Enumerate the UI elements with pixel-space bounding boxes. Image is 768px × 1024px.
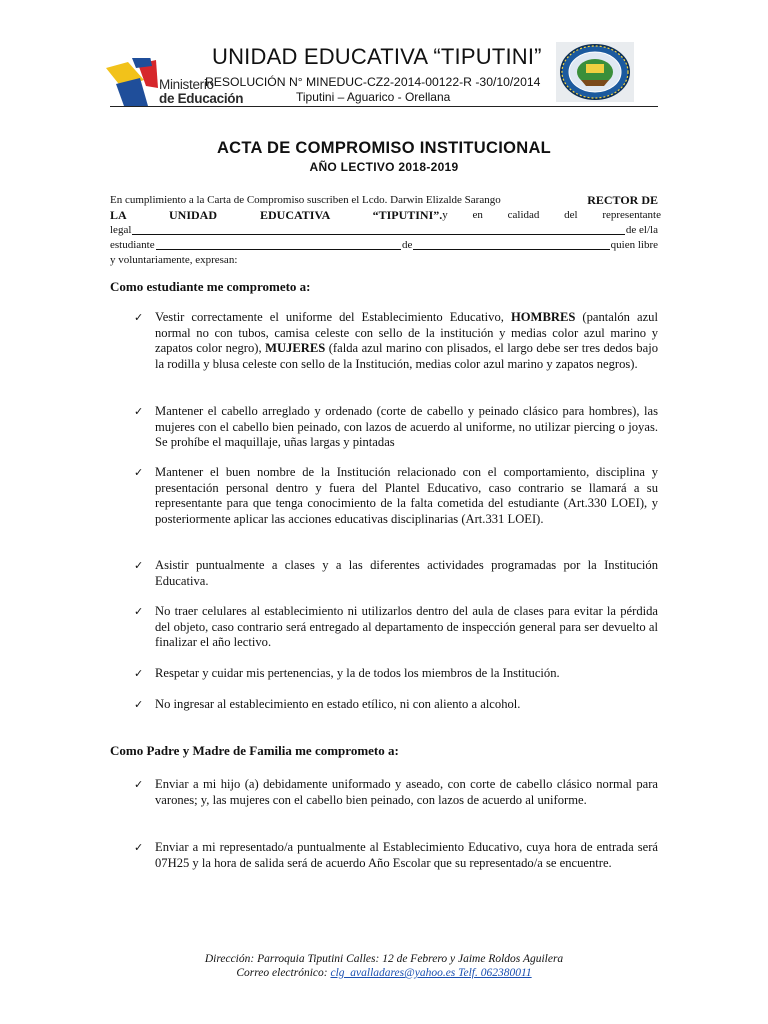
parent-section-heading: Como Padre y Madre de Familia me comprometo a: [110, 743, 399, 758]
representative-name-blank[interactable] [132, 223, 625, 235]
document-subtitle: AÑO LECTIVO 2018-2019 [309, 160, 459, 174]
student-commitment-text: No traer celulares al establecimiento ni utilizarlos dentro del aula de clases para evitar la pérdida del objeto, caso contrario será entregado al departamento de inspección general para ser devuelto al finalizar el año lectivo. [155, 604, 658, 650]
intro-legal-label: legal [110, 224, 132, 236]
checkmark-icon: ✓ [134, 311, 144, 324]
item-1-text-a: Vestir correctamente el uniforme del Establecimiento Educativo, [155, 310, 511, 324]
parent-commitment-item [134, 777, 658, 808]
intro-text-1: En cumplimiento a la Carta de Compromiso suscriben el Lcdo. Darwin Elizalde Sarango [110, 194, 501, 206]
footer-contact [0, 967, 768, 979]
resolution-line: RESOLUCIÓN N° MINEDUC-CZ2-2014-00122-R -30/10/2014 [205, 75, 541, 89]
intro-paragraph [110, 193, 661, 268]
item-1-bold-mujeres: MUJERES [265, 341, 326, 356]
intro-quien-libre-label: quien libre [610, 239, 658, 251]
intro-bold-1: RECTOR DE [587, 193, 658, 207]
intro-de-ella-label: de el/la [625, 224, 658, 236]
student-commitment-text: Asistir puntualmente a clases y a las diferentes actividades programadas por la Institución Educativa. [155, 558, 658, 588]
logo-line-1: Ministerio [159, 77, 214, 92]
school-seal-icon [556, 42, 634, 102]
item-1-text-c: (falda azul marino con plisados, el largo debe ser tres dedos bajo la rodilla y blusa celeste con sello de la Institución, medias color azul marino y zapatos negros). [155, 341, 658, 371]
intro-line-5: y voluntariamente, expresan: [110, 254, 238, 266]
student-commitment-text: Mantener el buen nombre de la Institución relacionado con el comportamiento, disciplina y presentación personal dentro y fuera del Plantel Educativo, caso contrario se llamará a su representante para que tenga conocimiento de la falta cometida del estudiante (Art.330 LOEI), y posteriormente aplicar las acciones educativas disciplinarias (Art.331 LOEI). [155, 465, 658, 526]
location-line: Tiputini – Aguarico - Orellana [296, 90, 451, 104]
footer-email-link[interactable]: clg_avalladares@yahoo.es Telf. 062380011 [330, 967, 532, 979]
checkmark-icon: ✓ [134, 778, 144, 791]
intro-student-label: estudiante [110, 239, 155, 251]
footer-email-label: Correo electrónico: [236, 967, 331, 979]
student-commitment-text: Mantener el cabello arreglado y ordenado (corte de cabello y peinado clásico para hombres), las mujeres con el cabello bien peinado, con lazos de acuerdo al uniforme, no utilizar piercing o joyas. Se prohíbe el maquillaje, uñas largas y pintadas [155, 404, 658, 450]
logo-line-2 [159, 92, 243, 106]
checkmark-icon: ✓ [134, 698, 144, 711]
student-commitment-item [134, 558, 658, 589]
intro-line-3 [110, 223, 658, 238]
document-title: ACTA DE COMPROMISO INSTITUCIONAL [216, 139, 552, 157]
footer-address: Dirección: Parroquia Tiputini Calles: 12 de Febrero y Jaime Roldos Aguilera [204, 953, 564, 965]
intro-line-1 [110, 193, 658, 208]
checkmark-icon: ✓ [134, 466, 144, 479]
checkmark-icon: ✓ [134, 405, 144, 418]
parent-commitment-text: Enviar a mi representado/a puntualmente al Establecimiento Educativo, cuya hora de entrada será 07H25 y la hora de salida será de acuerdo Año Escolar que su representado/a se encuentre. [155, 840, 658, 870]
intro-de-label: de [401, 239, 413, 251]
checkmark-icon: ✓ [134, 841, 144, 854]
checkmark-icon: ✓ [134, 605, 144, 618]
parent-commitment-text: Enviar a mi hijo (a) debidamente uniformado y aseado, con corte de cabello clásico normal para varones; y, las mujeres con el cabello bien peinado, con lazos de acuerdo al uniforme. [155, 777, 658, 807]
student-commitment-item [134, 404, 658, 451]
intro-line-4 [110, 238, 658, 253]
intro-bold-2: LA UNIDAD EDUCATIVA “TIPUTINI”. [110, 208, 443, 222]
intro-text-2: y en calidad del representante [442, 209, 661, 221]
grade-blank[interactable] [413, 238, 609, 250]
logo-line-2-text: de Educación [159, 91, 244, 106]
intro-line-2 [110, 208, 661, 223]
student-commitment-text [155, 310, 658, 372]
checkmark-icon: ✓ [134, 559, 144, 572]
school-name: UNIDAD EDUCATIVA “TIPUTINI” [212, 44, 542, 69]
item-1-bold-hombres: HOMBRES [510, 310, 576, 324]
student-commitment-text: No ingresar al establecimiento en estado etílico, ni con aliento a alcohol. [155, 697, 521, 711]
header-divider [110, 106, 658, 107]
student-commitment-item [134, 666, 658, 682]
item-1-text-b: (pantalón azul normal no con tubos, camisa celeste con sello de la institución y medias color azul marino y zapatos color negro), [155, 310, 658, 356]
student-commitment-item [134, 465, 658, 527]
student-commitment-item [134, 310, 658, 372]
parent-commitment-item [134, 840, 658, 871]
student-commitment-item [134, 697, 658, 713]
checkmark-icon: ✓ [134, 667, 144, 680]
student-name-blank[interactable] [156, 238, 401, 250]
student-commitment-item [134, 604, 658, 651]
student-section-heading: Como estudiante me comprometo a: [110, 279, 311, 294]
student-commitment-text: Respetar y cuidar mis pertenencias, y la de todos los miembros de la Institución. [155, 666, 560, 680]
